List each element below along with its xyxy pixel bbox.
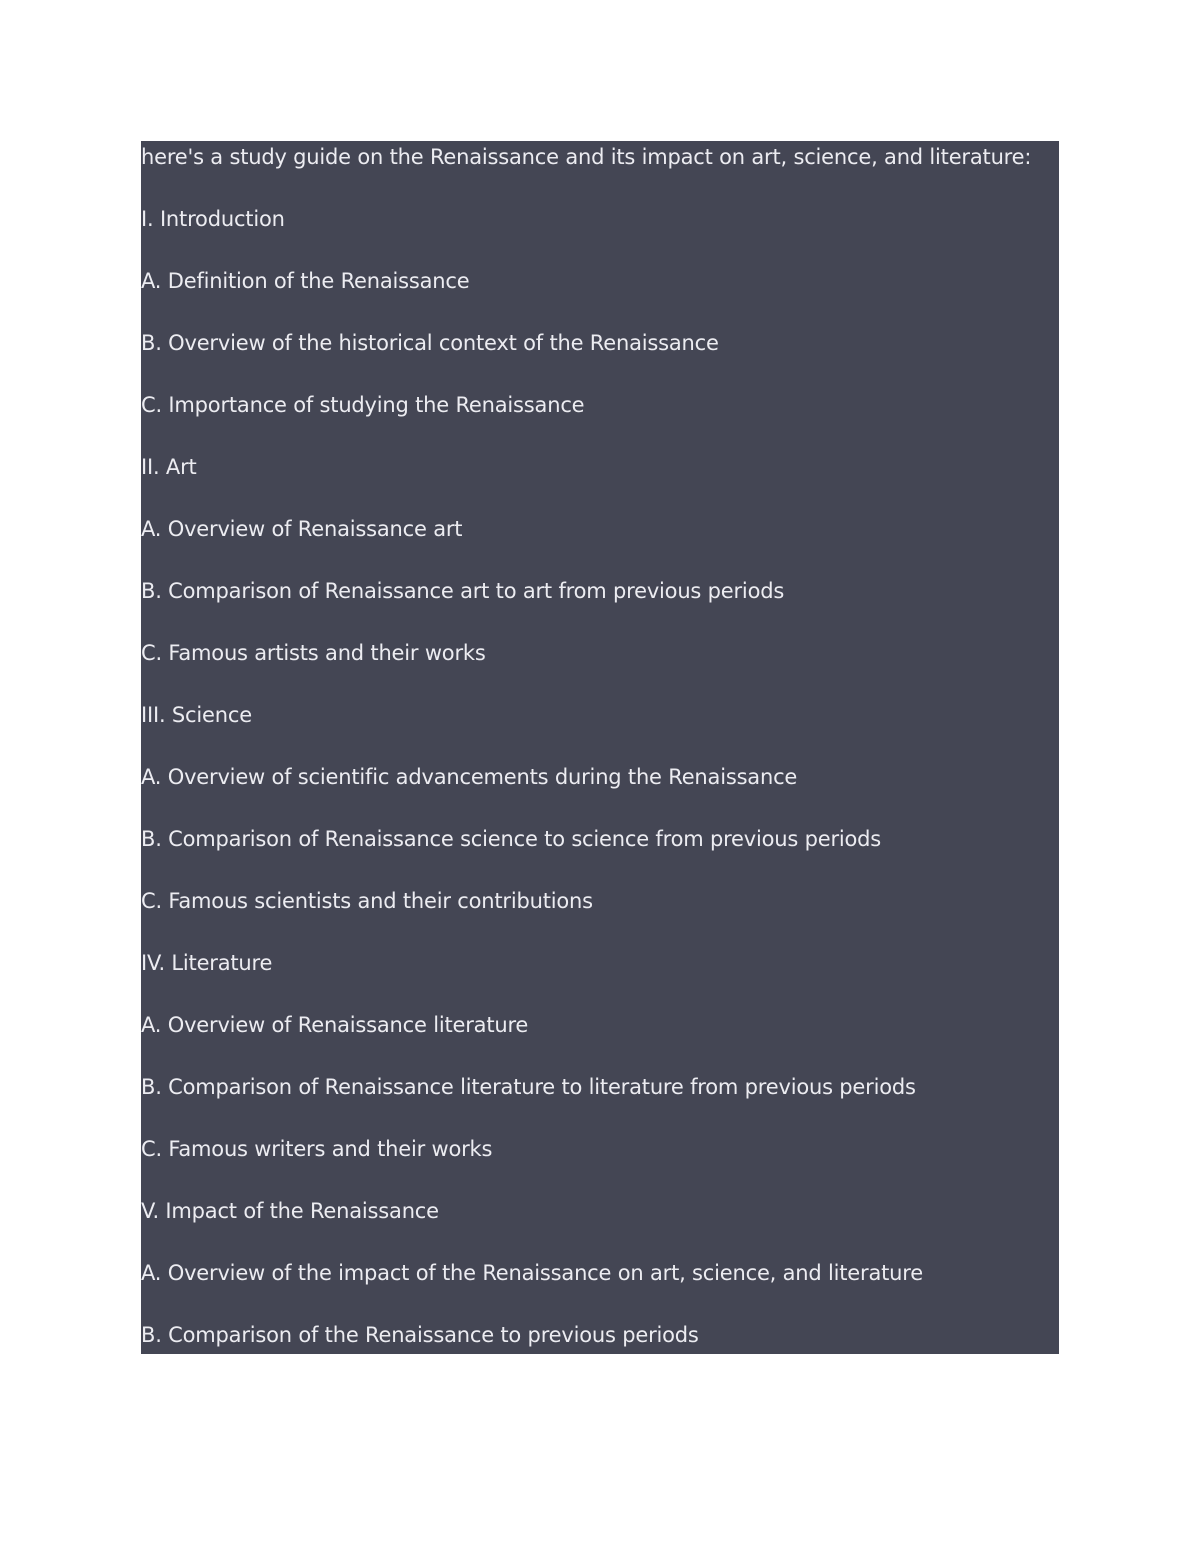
list-item: C. Importance of studying the Renaissance — [141, 393, 585, 417]
list-item: B. Comparison of Renaissance literature to literature from previous periods — [141, 1075, 916, 1099]
list-item: B. Comparison of Renaissance science to science from previous periods — [141, 827, 882, 851]
list-item: B. Comparison of Renaissance art to art from previous periods — [141, 579, 785, 603]
heading-impact: V. Impact of the Renaissance — [141, 1199, 439, 1223]
list-item: B. Overview of the historical context of the Renaissance — [141, 331, 719, 355]
heading-art: II. Art — [141, 455, 197, 479]
heading-literature: IV. Literature — [141, 951, 273, 975]
list-item: A. Overview of the impact of the Renaissance on art, science, and literature — [141, 1261, 923, 1285]
heading-introduction: I. Introduction — [141, 207, 285, 231]
list-item: C. Famous artists and their works — [141, 641, 486, 665]
list-item: A. Overview of Renaissance literature — [141, 1013, 529, 1037]
study-guide-panel — [141, 141, 1059, 1354]
list-item: A. Overview of Renaissance art — [141, 517, 463, 541]
list-item: A. Definition of the Renaissance — [141, 269, 470, 293]
list-item: B. Comparison of the Renaissance to previous periods — [141, 1323, 699, 1347]
list-item: C. Famous scientists and their contributions — [141, 889, 593, 913]
heading-science: III. Science — [141, 703, 252, 727]
list-item: C. Famous writers and their works — [141, 1137, 493, 1161]
list-item: A. Overview of scientific advancements during the Renaissance — [141, 765, 798, 789]
intro-text: here's a study guide on the Renaissance and its impact on art, science, and literature: — [141, 145, 1032, 169]
